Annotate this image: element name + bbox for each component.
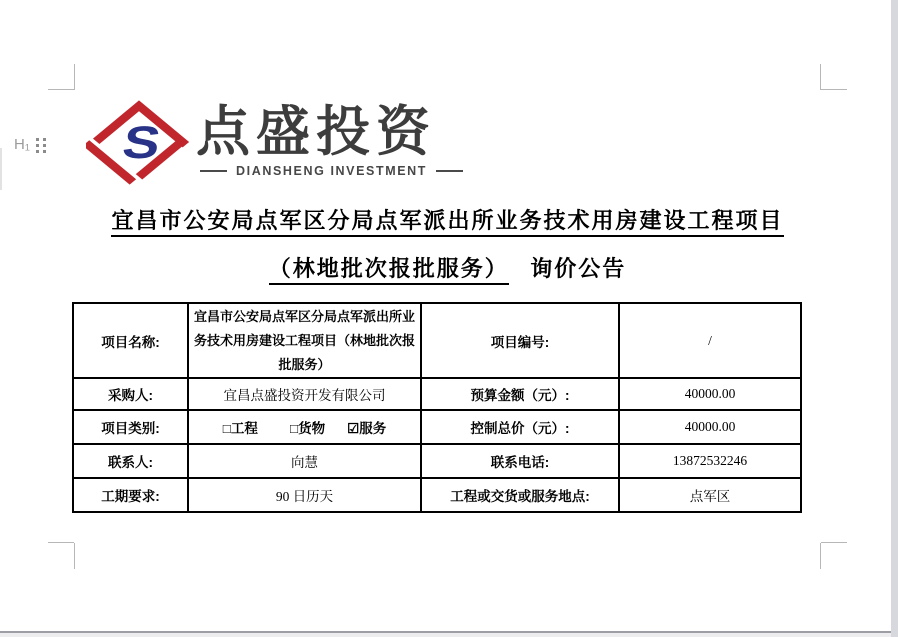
label-contact-person: 联系人: <box>73 444 188 478</box>
crop-mark-bottom-left-h <box>48 542 74 543</box>
crop-mark-top-left-h <box>48 89 74 90</box>
heading-level-marker[interactable]: H₁ <box>14 136 30 153</box>
value-project-name: 宜昌市公安局点军区分局点军派出所业务技术用房建设工程项目（林地批次报批服务） <box>188 303 421 378</box>
checkbox-option-goods: □货物 <box>289 421 326 436</box>
crop-mark-bottom-right-h <box>821 542 847 543</box>
logo-dash-right <box>436 170 463 173</box>
value-purchaser: 宜昌点盛投资开发有限公司 <box>188 378 421 410</box>
left-edge-indicator <box>0 148 2 190</box>
label-control-price: 控制总价（元）: <box>421 410 619 444</box>
logo-en-text: DIANSHENG INVESTMENT <box>236 164 428 178</box>
table-row <box>73 410 801 444</box>
value-project-category <box>188 410 421 444</box>
value-project-number: / <box>619 303 801 378</box>
label-service-location: 工程或交货或服务地点: <box>421 478 619 512</box>
crop-mark-top-left-v <box>74 64 75 90</box>
title-line1-text: 宜昌市公安局点军区分局点军派出所业务技术用房建设工程项目 <box>111 208 783 237</box>
company-logo-icon <box>86 99 192 187</box>
value-control-price: 40000.00 <box>619 410 801 444</box>
label-project-name: 项目名称: <box>73 303 188 378</box>
value-budget-amount: 40000.00 <box>619 378 801 410</box>
logo-monogram: S <box>118 116 165 169</box>
project-info-table <box>72 302 802 513</box>
crop-mark-top-right-h <box>821 89 847 90</box>
label-project-category: 项目类别: <box>73 410 188 444</box>
crop-mark-bottom-right-v <box>820 543 821 569</box>
title-line2-underlined: （林地批次报批服务） <box>269 256 509 285</box>
scrollbar-track[interactable] <box>891 0 898 637</box>
title-line2-plain: 询价公告 <box>530 256 627 281</box>
value-contact-person: 向慧 <box>188 444 421 478</box>
logo-dash-left <box>200 170 227 173</box>
logo-company-name-en <box>200 164 463 178</box>
checkbox-option-engineering: □工程 <box>222 421 258 436</box>
page-bottom-margin <box>0 633 891 637</box>
value-duration-requirement: 90 日历天 <box>188 478 421 512</box>
value-contact-phone: 13872532246 <box>619 444 801 478</box>
checkbox-option-services: ☑服务 <box>347 421 387 436</box>
value-service-location: 点军区 <box>619 478 801 512</box>
drag-handle-icon[interactable] <box>36 138 46 153</box>
label-budget-amount: 预算金额（元）: <box>421 378 619 410</box>
label-contact-phone: 联系电话: <box>421 444 619 478</box>
crop-mark-bottom-left-v <box>74 543 75 569</box>
label-project-number: 项目编号: <box>421 303 619 378</box>
label-duration-requirement: 工期要求: <box>73 478 188 512</box>
table-row <box>73 378 801 410</box>
document-title-line1 <box>75 204 820 235</box>
table-row <box>73 303 801 378</box>
logo-company-name: 点盛投资 <box>196 102 436 162</box>
table-row <box>73 478 801 512</box>
crop-mark-top-right-v <box>820 64 821 90</box>
table-row <box>73 444 801 478</box>
label-purchaser: 采购人: <box>73 378 188 410</box>
document-title-line2 <box>75 252 820 283</box>
